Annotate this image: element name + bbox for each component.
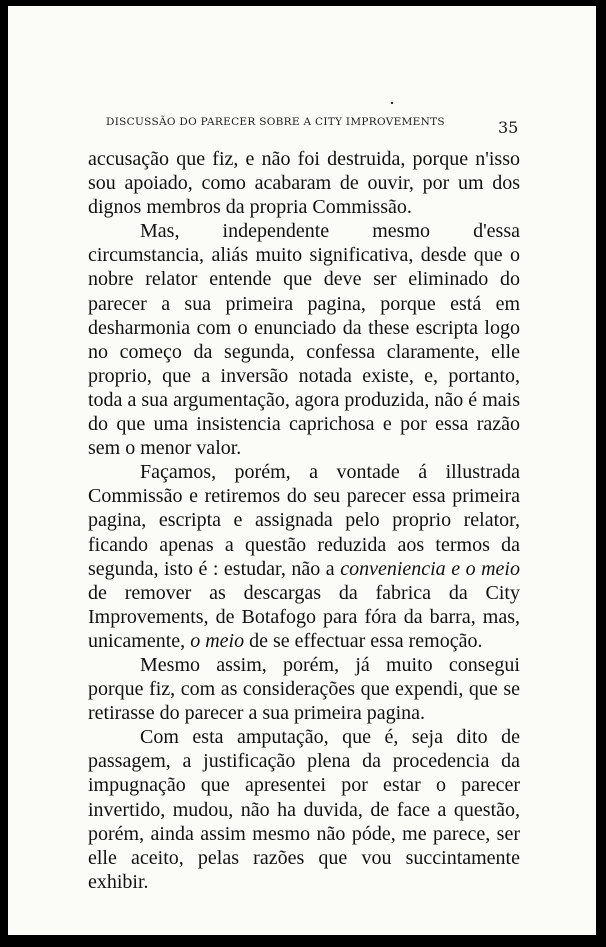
- paragraph-5: Com esta amputação, que é, seja dito de passagem, a justificação plena da procedencia da impugnação que apresentei por estar o parecer invertido, mudou, não ha duvida, de face a questão, porém, ainda assim mesmo não póde, me parece, ser elle aceito, pelas razões que vou succintamente exhibir.: [88, 726, 520, 893]
- paragraph-3-part-1: Façamos, porém, a vontade á illustrada Commissão e retiremos do seu parecer essa primeira pagina, escripta e assignada pelo proprio relator, ficando apenas a questão reduzida aos termos da segunda, isto é : estudar, não a: [88, 461, 520, 580]
- book-page: [8, 6, 596, 935]
- paragraph-3-italic-2: o meio: [190, 629, 245, 652]
- page-number: 35: [498, 118, 519, 137]
- paragraph-2: Mas, independente mesmo d'essa circumstancia, aliás muito significativa, desde que o nobre relator entende que deve ser eliminado do parecer a sua primeira pagina, porque está em desharmonia com o enunciado da these escripta logo no começo da segunda, confessa claramente, elle proprio, que a inversão notada existe, e, portanto, toda a sua argumentação, agora produzida, não é mais do que uma insistencia caprichosa e por essa razão sem o menor valor.: [88, 220, 520, 460]
- paragraph-3-part-2: de remover as descargas da fabrica da City Improvements, de Botafogo para fóra da barra, mas, unicamente,: [88, 581, 520, 652]
- ink-speck: [391, 102, 393, 104]
- paragraph-4: Mesmo assim, porém, já muito consegui porque fiz, com as considerações que expendi, que se retirasse do parecer a sua primeira pagina.: [88, 653, 520, 725]
- paragraph-3-part-3: de se effectuar essa remoção.: [244, 629, 483, 652]
- paragraph-3: [88, 460, 520, 653]
- paragraph-1: accusação que fiz, e não foi destruida, porque n'isso sou apoiado, como acabaram de ouvir, por um dos dignos membros da propria Commissão.: [88, 148, 520, 219]
- paragraph-3-italic-1: conveniencia e o meio: [340, 557, 520, 580]
- body-text: [88, 147, 520, 894]
- running-header: DISCUSSÃO DO PARECER SOBRE A CITY IMPROVEMENTS: [106, 116, 445, 128]
